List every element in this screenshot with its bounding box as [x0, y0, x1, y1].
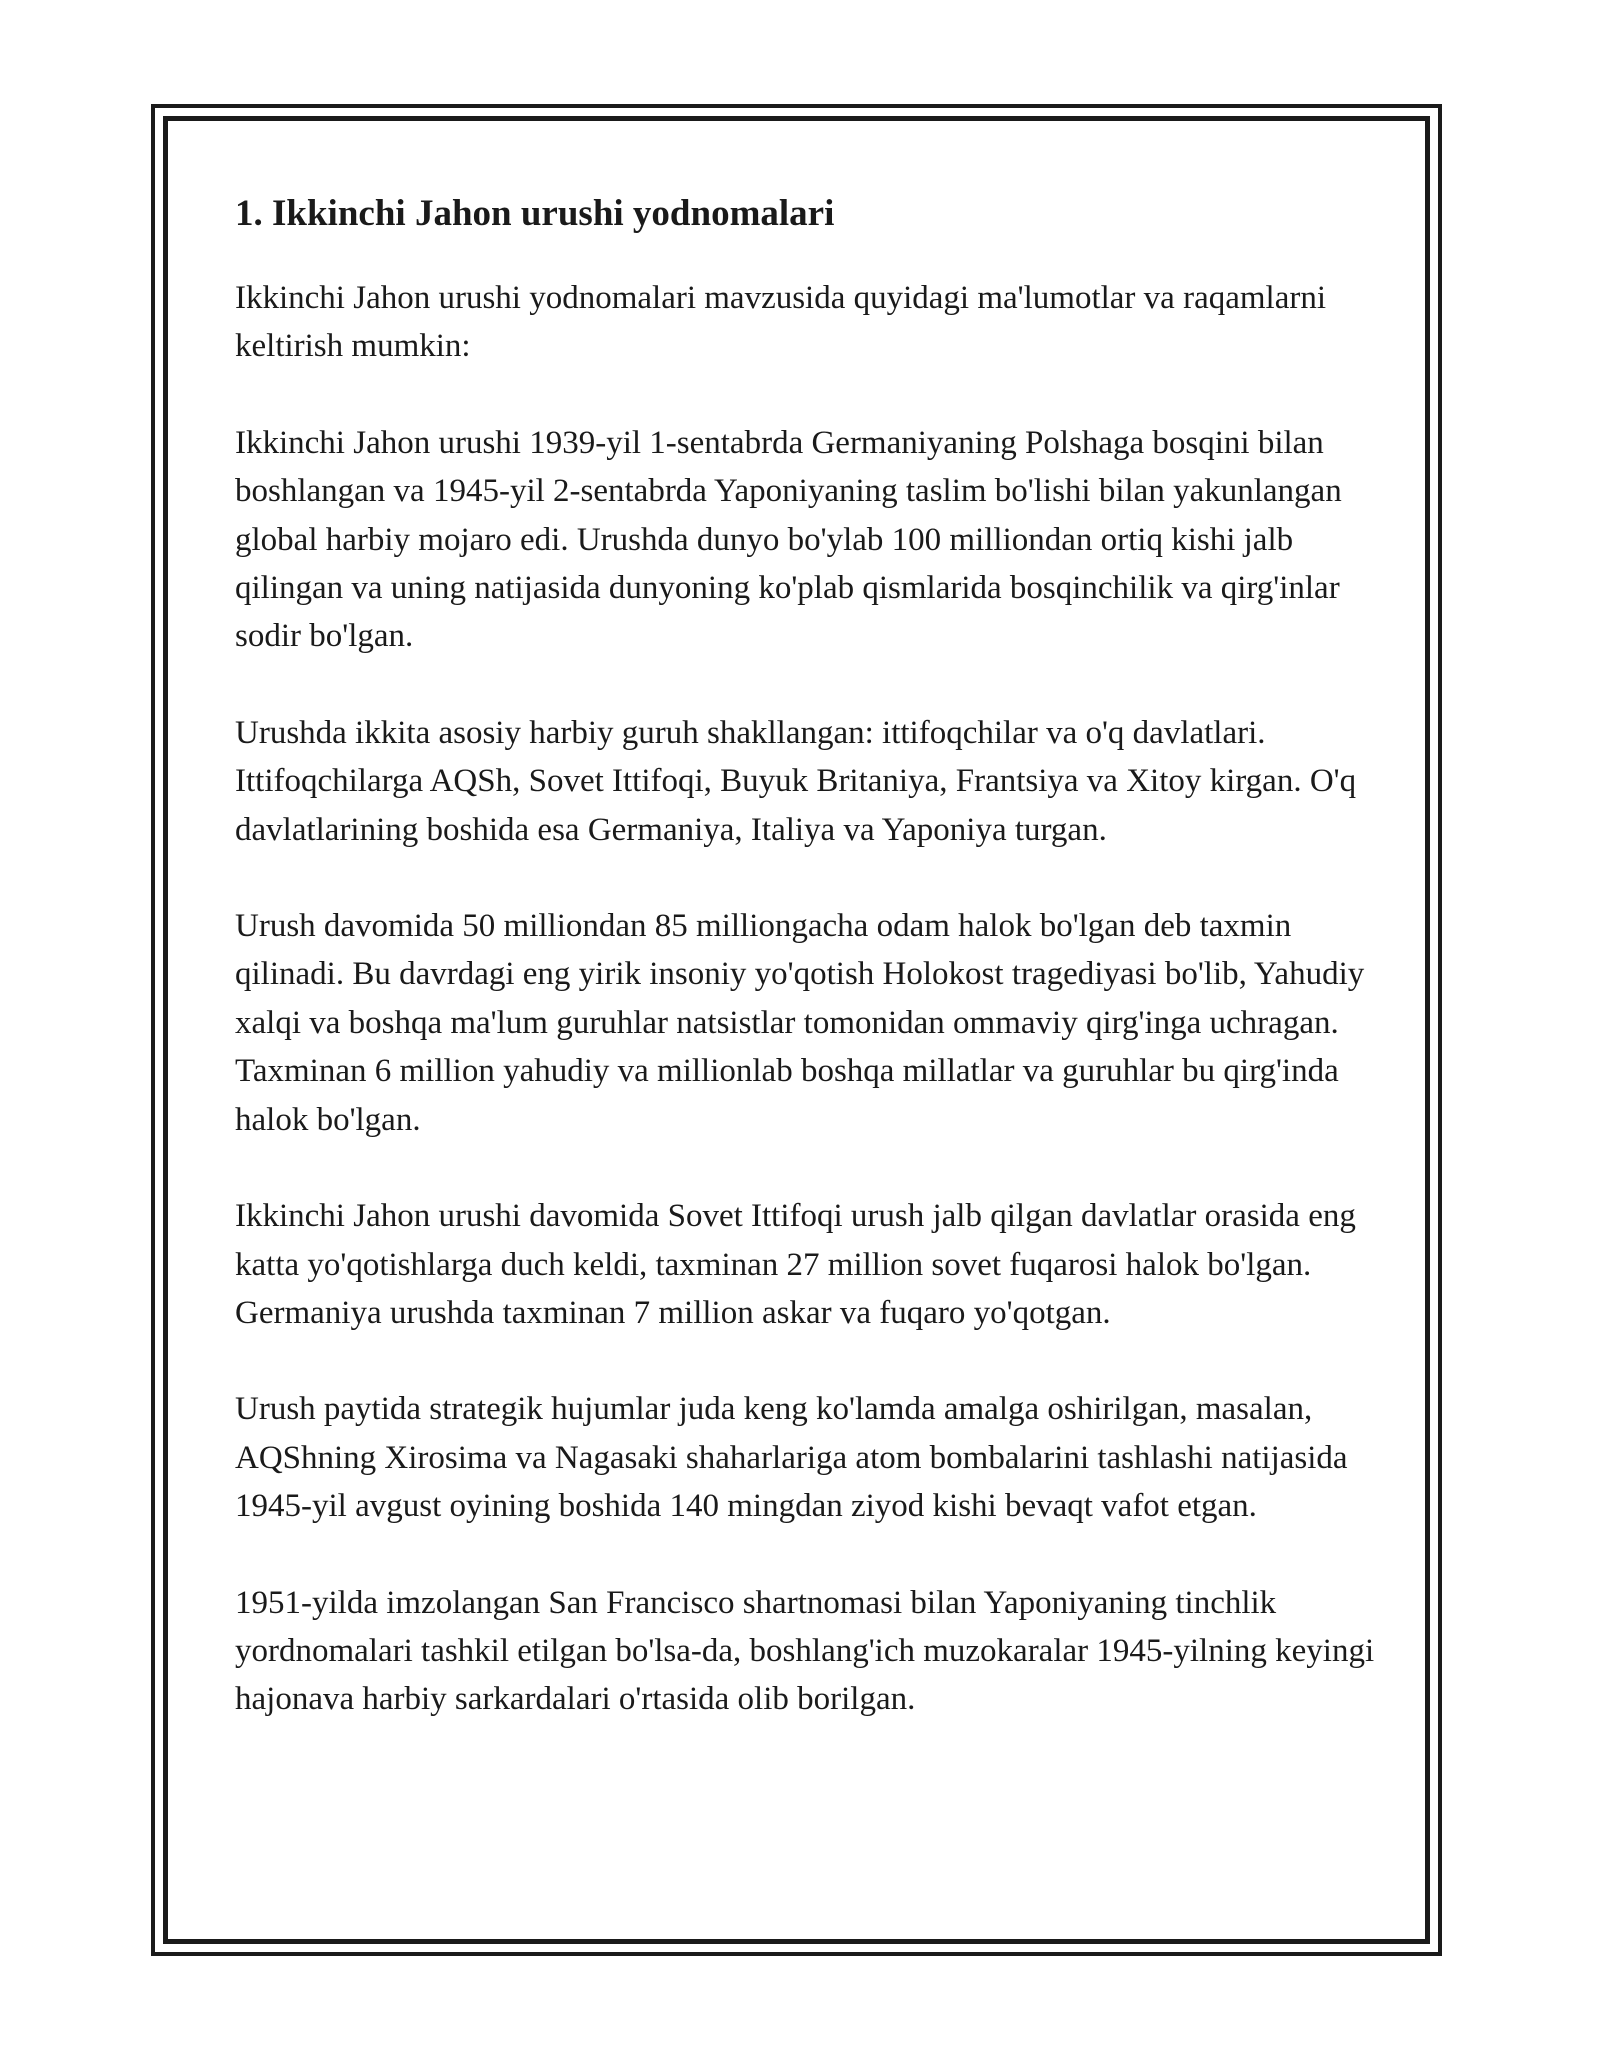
paragraph-casualties: Urush davomida 50 milliondan 85 milliongacha odam halok bo'lgan deb taxmin qilinadi. Bu davrdagi eng yirik insoniy yo'qotish Holokost tragediyasi bo'lib, Yahudiy xalqi va boshqa ma'lum guruhlar natsistlar tomonidan ommaviy qirg'inga uchragan. Taxminan 6 million yahudiy va millionlab boshqa millatlar va guruhlar bu qirg'inda halok bo'lgan.: [235, 908, 1365, 1138]
paragraph-intro: Ikkinchi Jahon urushi yodnomalari mavzusida quyidagi ma'lumotlar va raqamlarni keltirish mumkin:: [235, 280, 1326, 365]
document-body: [235, 186, 1385, 1772]
paragraph-alliances: Urushda ikkita asosiy harbiy guruh shakllangan: ittifoqchilar va o'q davlatlari. Ittifoqchilarga AQSh, Sovet Ittifoqi, Buyuk Britaniya, Frantsiya va Xitoy kirgan. O'q davlatlarining boshida esa Germaniya, Italiya va Yaponiya turgan.: [235, 714, 1357, 848]
paragraph-peace-treaty: 1951-yilda imzolangan San Francisco shartnomasi bilan Yaponiyaning tinchlik yordnomalari tashkil etilgan bo'lsa-da, boshlang'ich muzokaralar 1945-yilning keyingi hajonava harbiy sarkardalari o'rtasida olib borilgan.: [235, 1584, 1375, 1718]
paragraph-war-overview: Ikkinchi Jahon urushi 1939-yil 1-sentabrda Germaniyaning Polshaga bosqini bilan boshlangan va 1945-yil 2-sentabrda Yaponiyaning taslim bo'lishi bilan yakunlangan global harbiy mojaro edi. Urushda dunyo bo'ylab 100 milliondan ortiq kishi jalb qilingan va uning natijasida dunyoning ko'plab qismlarida bosqinchilik va qirg'inlar sodir bo'lgan.: [235, 424, 1342, 655]
document-heading: 1. Ikkinchi Jahon urushi yodnomalari: [235, 193, 835, 234]
paragraph-soviet-losses: Ikkinchi Jahon urushi davomida Sovet Ittifoqi urush jalb qilgan davlatlar orasida eng katta yo'qotishlarga duch keldi, taxminan 27 million sovet fuqarosi halok bo'lgan. Germaniya urushda taxminan 7 million askar va fuqaro yo'qotgan.: [235, 1198, 1356, 1331]
paragraph-atomic-bombings: Urush paytida strategik hujumlar juda keng ko'lamda amalga oshirilgan, masalan, AQShning Xirosima va Nagasaki shaharlariga atom bombalarini tashlashi natijasida 1945-yil avgust oyining boshida 140 mingdan ziyod kishi bevaqt vafot etgan.: [235, 1391, 1348, 1525]
